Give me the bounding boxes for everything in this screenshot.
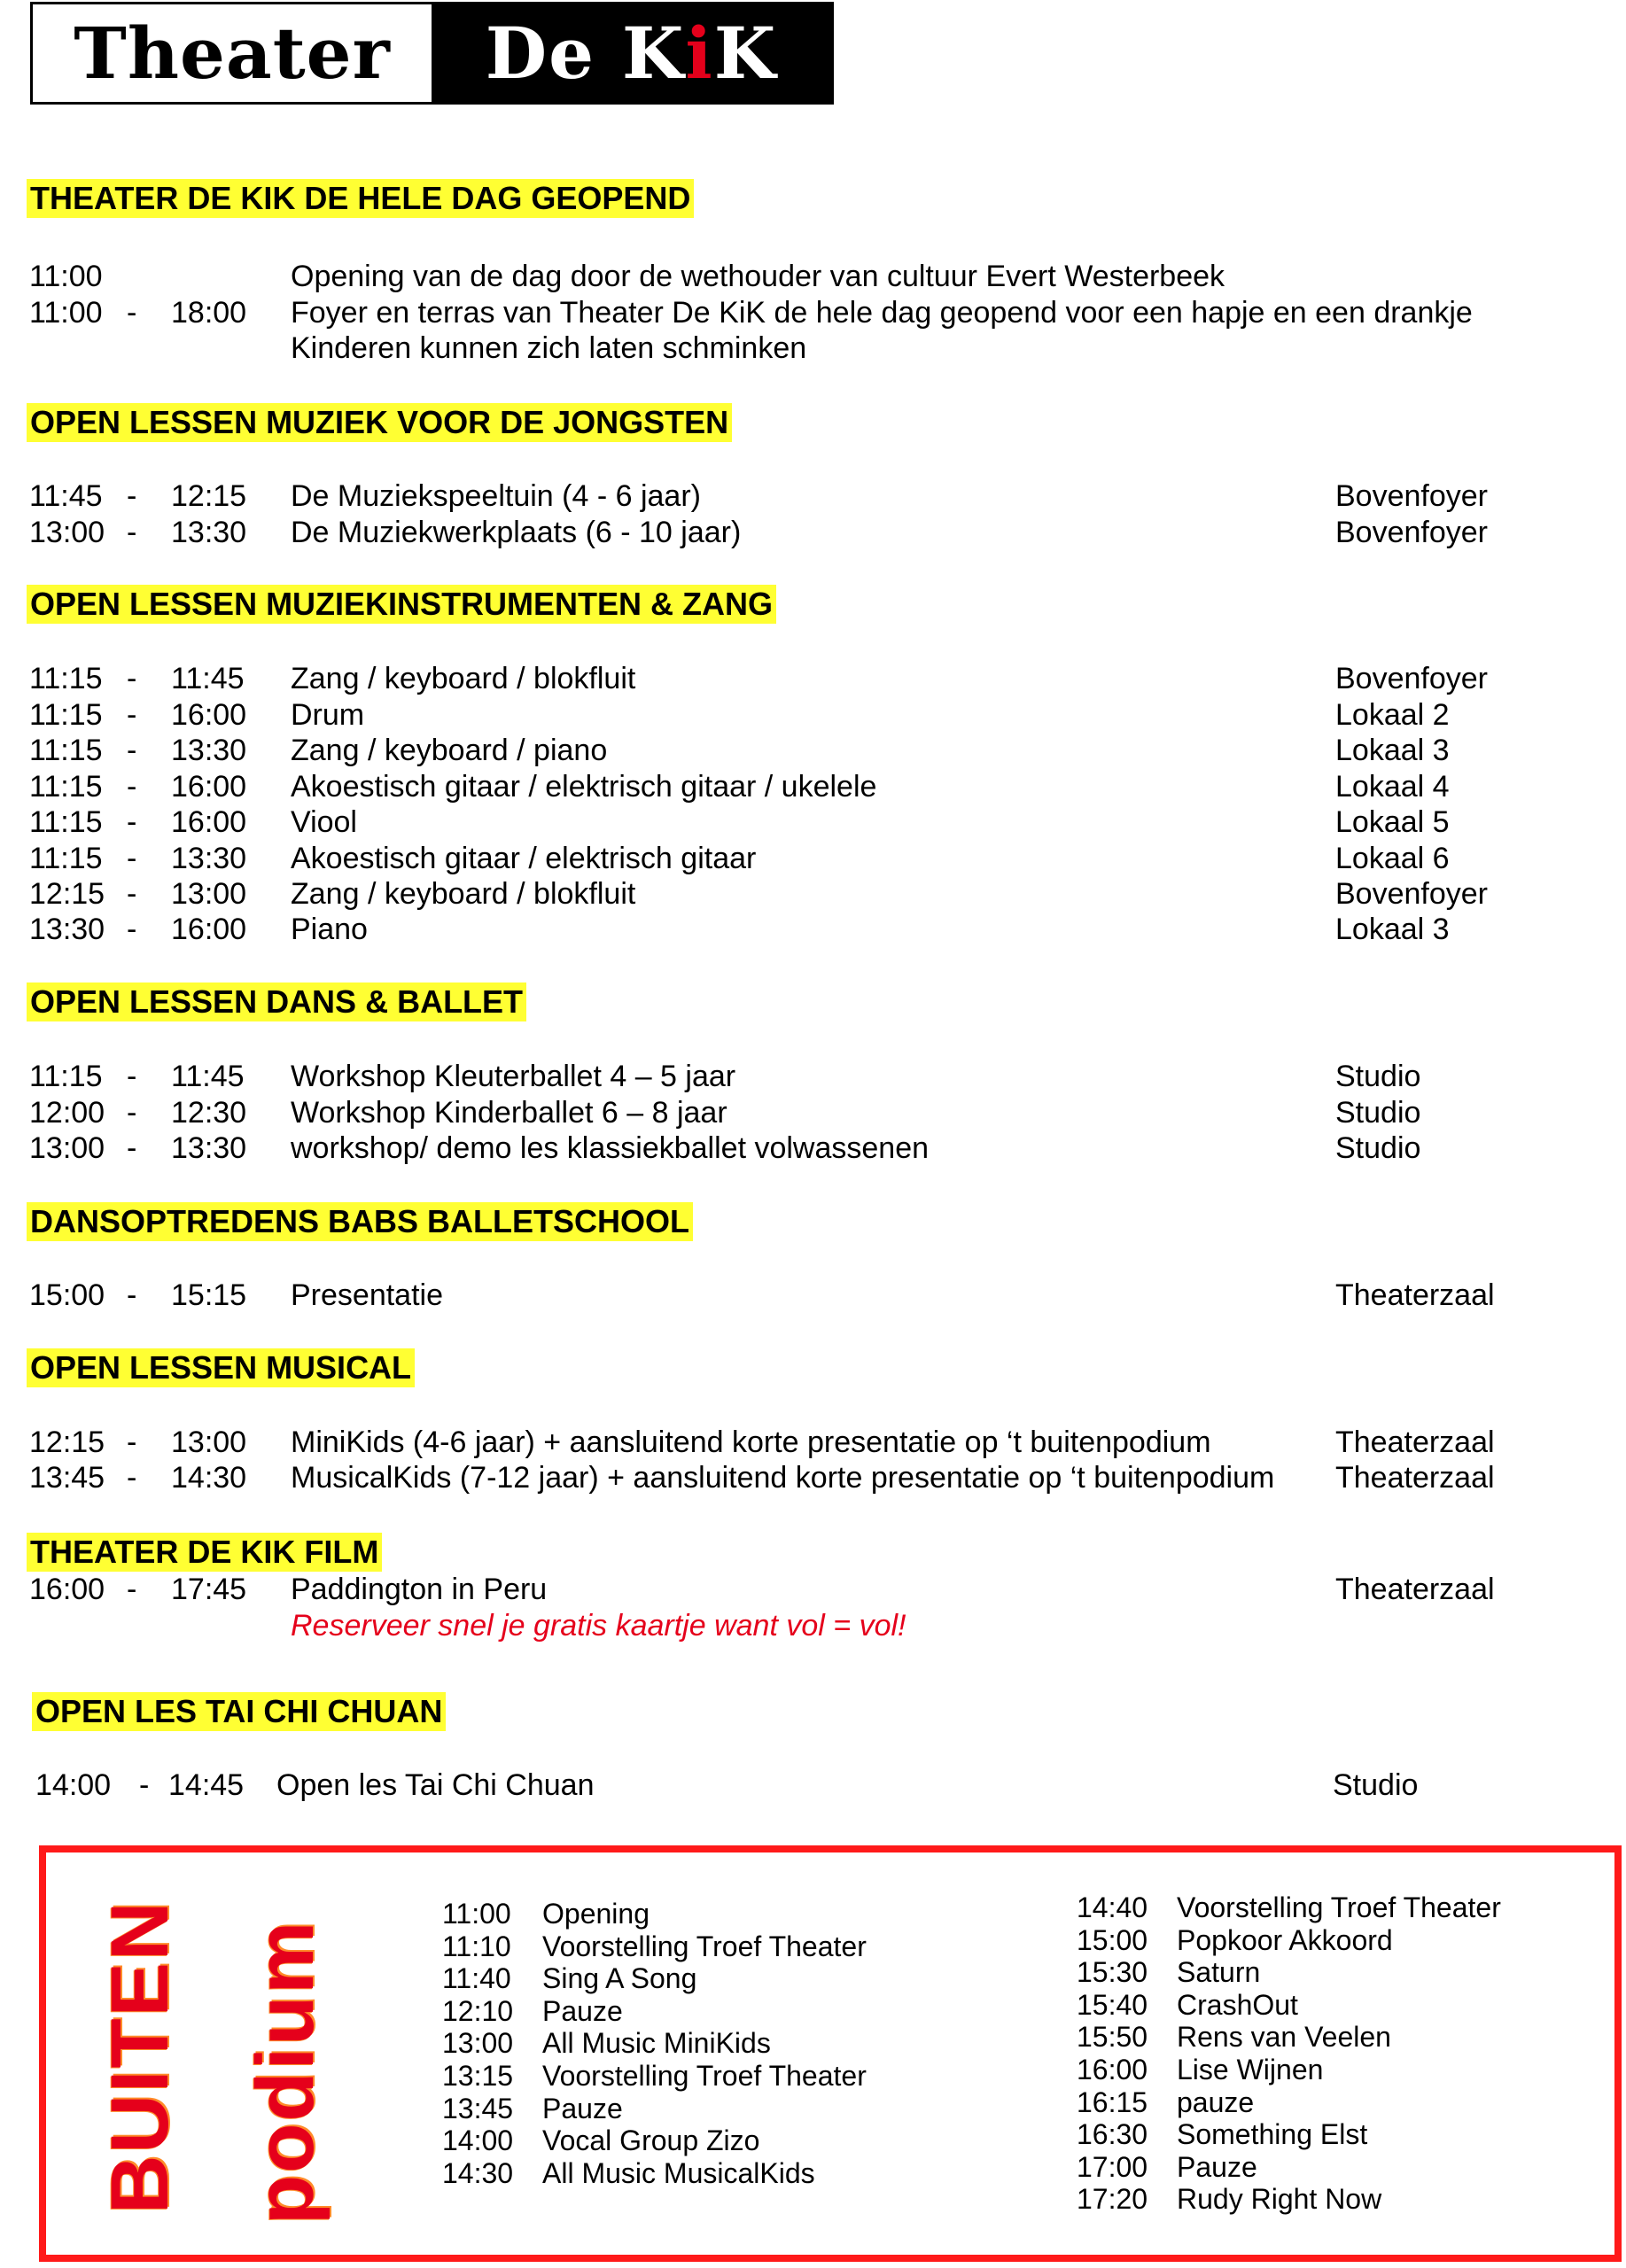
location: Lokaal 5: [1335, 805, 1450, 839]
performance-time: 17:20: [1077, 2183, 1148, 2216]
location: Lokaal 4: [1335, 770, 1450, 804]
location: Lokaal 3: [1335, 913, 1450, 946]
buitenpodium-row: [46, 1891, 1614, 1923]
activity-description: Zang / keyboard / piano: [291, 734, 608, 767]
end-time: 12:15: [171, 479, 247, 513]
buitenpodium-row: [46, 2086, 1614, 2118]
performance-time: 15:00: [1077, 1923, 1148, 1956]
performance-act: Voorstelling Troef Theater: [542, 2060, 867, 2092]
location: Studio: [1335, 1096, 1421, 1130]
time-dash: -: [127, 516, 137, 549]
time-dash: -: [127, 1461, 137, 1495]
time-dash: -: [139, 1768, 150, 1802]
performance-time: 11:10: [442, 1930, 511, 1962]
location: Theaterzaal: [1335, 1573, 1495, 1606]
end-time: 13:30: [171, 842, 247, 875]
start-time: 12:15: [29, 877, 105, 911]
end-time: 16:00: [171, 770, 247, 804]
podium-title: podium: [240, 1919, 331, 2225]
performance-act: CrashOut: [1177, 1988, 1298, 2021]
end-time: 13:30: [171, 516, 247, 549]
schedule-row: [0, 1572, 1626, 1607]
performance-act: Lise Wijnen: [1177, 2054, 1324, 2085]
end-time: 13:30: [171, 1131, 247, 1165]
performance-act: pauze: [1177, 2085, 1255, 2118]
activity-description: Workshop Kinderballet 6 – 8 jaar: [291, 1096, 727, 1130]
schedule-row: [0, 1460, 1626, 1495]
logo-dekik-text: [432, 4, 831, 102]
start-time: 11:15: [29, 842, 103, 875]
end-time: 15:15: [171, 1278, 247, 1312]
performance-act: All Music MusicalKids: [542, 2156, 815, 2189]
schedule-row: [0, 1278, 1626, 1313]
start-time: 14:00: [35, 1768, 112, 1802]
time-dash: -: [127, 805, 137, 839]
performance-time: 17:00: [1077, 2150, 1148, 2183]
time-dash: -: [127, 770, 137, 804]
performance-time: 16:30: [1077, 2118, 1148, 2151]
activity-description: Akoestisch gitaar / elektrisch gitaar: [291, 842, 757, 875]
activity-description: Workshop Kleuterballet 4 – 5 jaar: [291, 1060, 736, 1093]
end-time: 11:45: [171, 1060, 245, 1093]
buitenpodium-row: [46, 1956, 1614, 1988]
end-time: 14:30: [171, 1461, 247, 1495]
start-time: 11:15: [29, 734, 103, 767]
time-dash: -: [127, 662, 137, 695]
activity-description: De Muziekwerkplaats (6 - 10 jaar): [291, 516, 742, 549]
schedule-row: [0, 1767, 1626, 1803]
section-heading: OPEN LESSEN MUZIEK VOOR DE JONGSTEN: [27, 403, 732, 442]
performance-act: Pauze: [542, 1994, 623, 2027]
performance-time: 11:40: [442, 1962, 511, 1995]
buitenpodium-row: [46, 2151, 1614, 2183]
start-time: 11:00: [29, 296, 103, 330]
performance-act: Pauze: [542, 2092, 623, 2124]
section-heading: OPEN LESSEN MUSICAL: [27, 1348, 415, 1387]
performance-time: 15:30: [1077, 1956, 1148, 1989]
start-time: 13:30: [29, 913, 105, 946]
logo-dekik-part1: De K: [485, 12, 686, 95]
performance-act: Rens van Veelen: [1177, 2021, 1391, 2054]
start-time: 12:00: [29, 1096, 105, 1130]
time-dash: -: [127, 877, 137, 911]
activity-description: workshop/ demo les klassiekballet volwassenen: [291, 1131, 930, 1165]
activity-description: Akoestisch gitaar / elektrisch gitaar / ukelele: [291, 770, 877, 804]
section-heading: OPEN LESSEN DANS & BALLET: [27, 983, 526, 1021]
performance-time: 14:40: [1077, 1891, 1148, 1923]
schedule-row: [0, 733, 1626, 768]
schedule-row: [0, 1095, 1626, 1130]
time-dash: -: [127, 734, 137, 767]
end-time: 13:00: [171, 877, 247, 911]
location: Bovenfoyer: [1335, 479, 1488, 513]
performance-act: Voorstelling Troef Theater: [542, 1930, 867, 1962]
start-time: 13:00: [29, 516, 105, 549]
performance-time: 16:15: [1077, 2085, 1148, 2118]
location: Bovenfoyer: [1335, 516, 1488, 549]
end-time: 11:45: [171, 662, 245, 695]
buitenpodium-box: [39, 1845, 1622, 2262]
schedule-row: [0, 769, 1626, 804]
buiten-title: BUITEN: [95, 1899, 185, 2214]
time-dash: -: [127, 1131, 137, 1165]
buitenpodium-row: [46, 2118, 1614, 2150]
start-time: 11:15: [29, 1060, 103, 1093]
start-time: 11:00: [29, 260, 103, 293]
time-dash: -: [127, 1096, 137, 1130]
location: Bovenfoyer: [1335, 662, 1488, 695]
schedule-row: [0, 515, 1626, 550]
performance-act: Something Elst: [1177, 2118, 1368, 2151]
activity-description: Presentatie: [291, 1278, 443, 1312]
buitenpodium-row: [46, 1924, 1614, 1956]
activity-description: Kinderen kunnen zich laten schminken: [291, 331, 807, 365]
schedule-row: [0, 804, 1626, 840]
start-time: 13:00: [29, 1131, 105, 1165]
end-time: 16:00: [171, 805, 247, 839]
time-dash: -: [127, 842, 137, 875]
start-time: 11:15: [29, 805, 103, 839]
activity-description: Foyer en terras van Theater De KiK de hele dag geopend voor een hapje en een drankje: [291, 296, 1473, 330]
schedule-row: [0, 478, 1626, 514]
activity-description: Drum: [291, 698, 365, 732]
start-time: 12:15: [29, 1425, 105, 1459]
reservation-note: Reserveer snel je gratis kaartje want vol = vol!: [291, 1609, 906, 1643]
buitenpodium-row: [46, 1989, 1614, 2021]
schedule-row: [0, 330, 1626, 366]
performance-act: Sing A Song: [542, 1962, 697, 1995]
end-time: 18:00: [171, 296, 247, 330]
logo-theater-text: Theater: [33, 4, 432, 102]
schedule-row: [0, 876, 1626, 912]
activity-description: De Muziekspeeltuin (4 - 6 jaar): [291, 479, 701, 513]
location: Theaterzaal: [1335, 1278, 1495, 1312]
performance-time: 16:00: [1077, 2054, 1148, 2085]
performance-time: 15:40: [1077, 1988, 1148, 2021]
location: Studio: [1335, 1060, 1421, 1093]
end-time: 16:00: [171, 698, 247, 732]
performance-time: 12:10: [442, 1994, 514, 2027]
time-dash: -: [127, 479, 137, 513]
buitenpodium-row: [46, 2183, 1614, 2215]
start-time: 11:15: [29, 770, 103, 804]
end-time: 14:45: [168, 1768, 245, 1802]
activity-description: Piano: [291, 913, 368, 946]
schedule-row: [0, 295, 1626, 330]
start-time: 11:15: [29, 698, 103, 732]
time-dash: -: [127, 1060, 137, 1093]
location: Bovenfoyer: [1335, 877, 1488, 911]
activity-description: Open les Tai Chi Chuan: [276, 1768, 595, 1802]
end-time: 13:00: [171, 1425, 247, 1459]
section-heading: OPEN LES TAI CHI CHUAN: [32, 1692, 446, 1731]
performance-time: 13:00: [442, 2027, 514, 2060]
activity-description: MusicalKids (7-12 jaar) + aansluitend korte presentatie op ‘t buitenpodium: [291, 1461, 1275, 1495]
location: Lokaal 6: [1335, 842, 1450, 875]
schedule-row: [0, 697, 1626, 733]
performance-act: Opening: [542, 1898, 650, 1930]
location: Lokaal 2: [1335, 698, 1450, 732]
note-row: [0, 1608, 1626, 1643]
performance-time: 11:00: [442, 1898, 511, 1930]
buitenpodium-row: [46, 2054, 1614, 2085]
schedule-row: [0, 841, 1626, 876]
performance-time: 14:00: [442, 2124, 514, 2157]
schedule-row: [0, 1130, 1626, 1166]
performance-time: 15:50: [1077, 2021, 1148, 2054]
section-heading: THEATER DE KIK DE HELE DAG GEOPEND: [27, 179, 694, 218]
performance-time: 13:45: [442, 2092, 514, 2124]
activity-description: Opening van de dag door de wethouder van cultuur Evert Westerbeek: [291, 260, 1225, 293]
logo-dekik-i: i: [685, 12, 714, 95]
performance-act: All Music MiniKids: [542, 2027, 771, 2060]
section-heading: DANSOPTREDENS BABS BALLETSCHOOL: [27, 1202, 693, 1241]
activity-description: Viool: [291, 805, 357, 839]
performance-act: Rudy Right Now: [1177, 2183, 1382, 2216]
performance-time: 14:30: [442, 2156, 514, 2189]
end-time: 13:30: [171, 734, 247, 767]
location: Studio: [1333, 1768, 1419, 1802]
time-dash: -: [127, 296, 137, 330]
performance-act: Popkoor Akkoord: [1177, 1923, 1393, 1956]
time-dash: -: [127, 1425, 137, 1459]
start-time: 11:45: [29, 479, 103, 513]
section-heading: OPEN LESSEN MUZIEKINSTRUMENTEN & ZANG: [27, 585, 776, 624]
schedule-row: [0, 259, 1626, 294]
location: Lokaal 3: [1335, 734, 1450, 767]
time-dash: -: [127, 1573, 137, 1606]
schedule-row: [0, 1425, 1626, 1460]
performance-act: Vocal Group Zizo: [542, 2124, 760, 2157]
schedule-row: [0, 1059, 1626, 1094]
performance-act: Voorstelling Troef Theater: [1177, 1891, 1501, 1923]
time-dash: -: [127, 913, 137, 946]
performance-act: Pauze: [1177, 2150, 1257, 2183]
performance-time: 13:15: [442, 2060, 514, 2092]
time-dash: -: [127, 698, 137, 732]
location: Theaterzaal: [1335, 1425, 1495, 1459]
location: Studio: [1335, 1131, 1421, 1165]
time-dash: -: [127, 1278, 137, 1312]
activity-description: Zang / keyboard / blokfluit: [291, 662, 636, 695]
start-time: 13:45: [29, 1461, 105, 1495]
schedule-row: [0, 661, 1626, 696]
buitenpodium-row: [46, 2021, 1614, 2053]
end-time: 16:00: [171, 913, 247, 946]
performance-act: Saturn: [1177, 1956, 1261, 1989]
start-time: 15:00: [29, 1278, 105, 1312]
logo-dekik-part2: K: [713, 12, 778, 95]
end-time: 17:45: [171, 1573, 247, 1606]
end-time: 12:30: [171, 1096, 247, 1130]
activity-description: Paddington in Peru: [291, 1573, 548, 1606]
start-time: 16:00: [29, 1573, 105, 1606]
section-heading: THEATER DE KIK FILM: [27, 1533, 382, 1572]
theater-logo: [30, 2, 834, 105]
activity-description: MiniKids (4-6 jaar) + aansluitend korte presentatie op ‘t buitenpodium: [291, 1425, 1211, 1459]
location: Theaterzaal: [1335, 1461, 1495, 1495]
activity-description: Zang / keyboard / blokfluit: [291, 877, 636, 911]
start-time: 11:15: [29, 662, 103, 695]
schedule-row: [0, 912, 1626, 947]
